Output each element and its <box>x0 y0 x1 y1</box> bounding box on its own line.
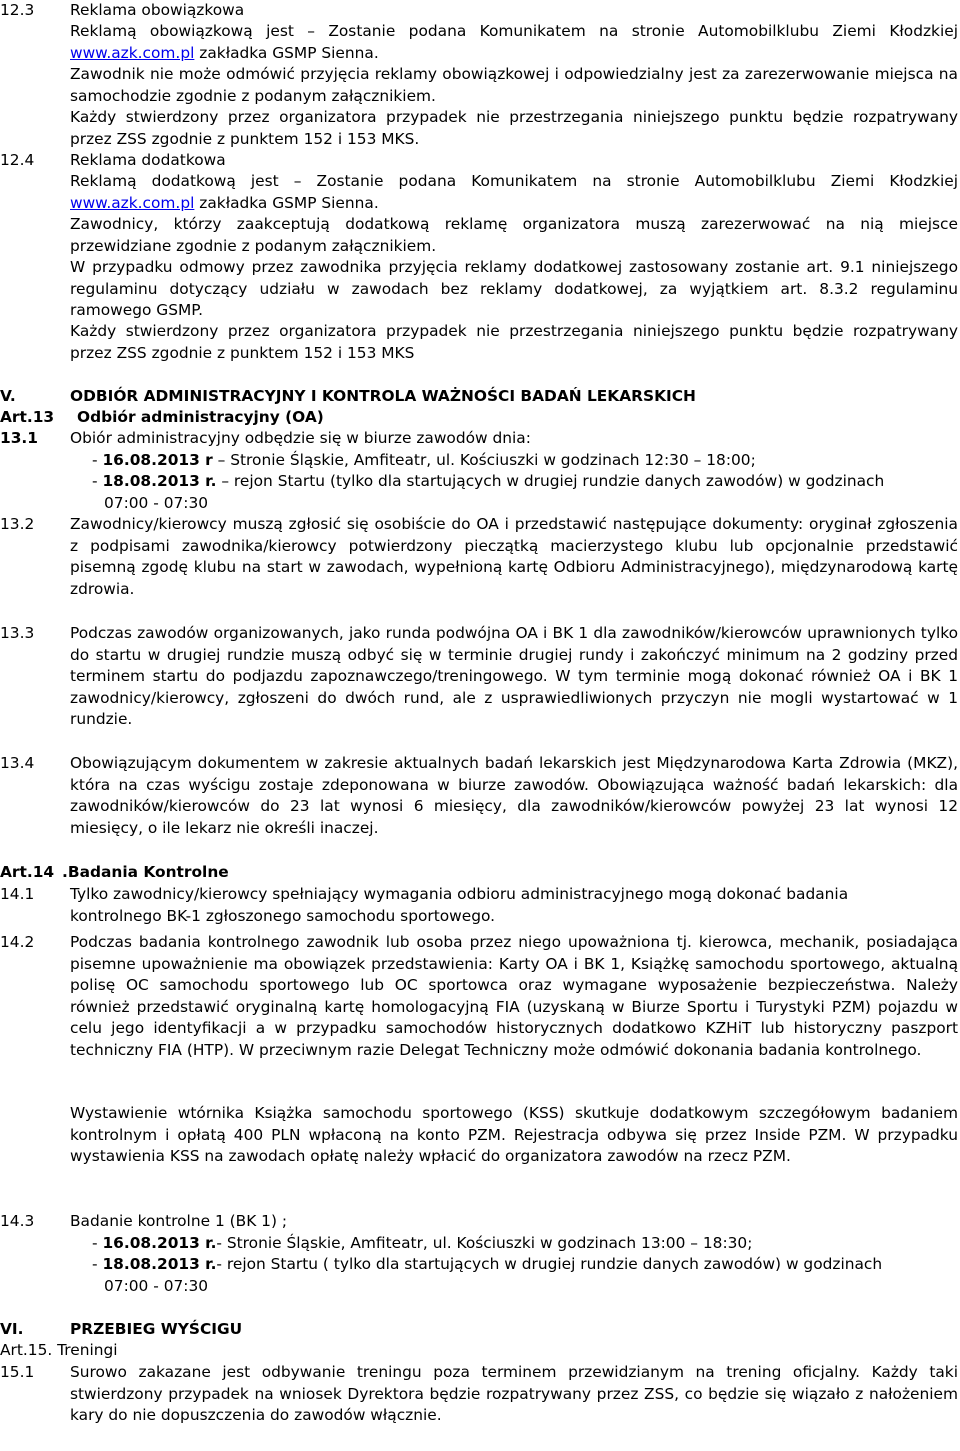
date-text: - rejon Startu ( tylko dla startujących w drugiej rundzie danych zawodów) w godzinach 07:00 - 07:30 <box>104 1255 883 1295</box>
paragraph-text: zakładka GSMP Sienna. <box>194 43 379 62</box>
chapter-title: ODBIÓR ADMINISTRACYJNY I KONTROLA WAŻNOŚCI BADAŃ LEKARSKICH <box>70 387 696 405</box>
paragraph: Badanie kontrolne 1 (BK 1) ; <box>70 1212 288 1230</box>
paragraph-text: Reklamą dodatkową jest – Zostanie podana Komunikatem na stronie Automobilklubu Ziemi Kłodzkiej <box>70 172 958 190</box>
chapter-number: VI. <box>0 1320 24 1338</box>
chapter-title: PRZEBIEG WYŚCIGU <box>70 1320 243 1338</box>
date: 18.08.2013 r. <box>102 472 217 490</box>
paragraph: Surowo zakazane jest odbywanie treningu poza terminem przewidzianym na trening oficjalny. Każdy taki stwierdzony przypadek na wniosek Dyrektora będzie rozpatrywany przez ZSS, co będzie się wiązało z nałożeniem kary do nie dopuszczenia do zawodów włącznie. <box>70 1363 958 1424</box>
date: 18.08.2013 r. <box>102 1255 217 1273</box>
paragraph: Zawodnicy, którzy zaakceptują dodatkową reklamę organizatora muszą zarezerwować na nią miejsce przewidziane zgodnie z podanym załącznikiem. <box>70 215 958 255</box>
date-entry: - 16.08.2013 r.- Stronie Śląskie, Amfiteatr, ul. Kościuszki w godzinach 13:00 – 18:30; <box>92 1234 753 1252</box>
article-heading <box>0 862 229 884</box>
paragraph: Podczas badania kontrolnego zawodnik lub osoba przez niego upoważniona tj. kierowca, mechanik, posiadająca pisemne upoważnienie ma obowiązek przedstawienia: Karty OA i BK 1, Książkę samochodu sportowego, aktualną polisę OC samochodu sportowego lub OC sportowca oraz wymagane wyposażenie bezpieczeństwa. Należy również przedstawić oryginalną kartę homologacyjną FIA (uzyskaną w Biurze Sportu i Turystyki PZM) pojazdu w celu jego identyfikacji a w przypadku samochodów historycznych dodatkowo KZHiT lub historyczny paszport techniczny FIA (HTP). W przeciwnym razie Delegat Techniczny może odmówić dokonania badania kontrolnego. <box>70 933 958 1059</box>
date-entry: - 16.08.2013 r – Stronie Śląskie, Amfiteatr, ul. Kościuszki w godzinach 12:30 – 18:00; <box>92 451 756 469</box>
paragraph: W przypadku odmowy przez zawodnika przyjęcia reklamy dodatkowej zastosowany zostanie art. 9.1 niniejszego regulaminu dotyczący udziału w zawodach bez reklamy dodatkowej, za wyjątkiem art. 8.3.2 regulaminu ramowego GSMP. <box>70 258 958 319</box>
chapter-heading <box>0 386 696 408</box>
section-number: 14.3 <box>0 1212 35 1230</box>
article-title: Art.15. Treningi <box>0 1341 118 1359</box>
paragraph-text: zakładka GSMP Sienna. <box>194 193 379 212</box>
section-title: Reklama obowiązkowa <box>70 1 245 19</box>
paragraph: Wystawienie wtórnika Książka samochodu sportowego (KSS) skutkuje dodatkowym szczegółowym badaniem kontrolnym i opłatą 400 PLN wpłaconą na konto PZM. Rejestracja odbywa się przez Inside PZM. W przypadku wystawienia KSS na zawodach opłatę należy wpłacić do organizatora zawodów na rzecz PZM. <box>70 1104 958 1165</box>
date-text: – rejon Startu (tylko dla startujących w drugiej rundzie danych zawodów) w godzinach 07:00 - 07:30 <box>104 472 885 512</box>
date: 16.08.2013 r <box>102 451 213 469</box>
date-entry: - 18.08.2013 r. – rejon Startu (tylko dla startujących w drugiej rundzie danych zawodów) w godzinach 07:00 - 07:30 <box>92 472 885 512</box>
article-number: Art.14 <box>0 863 55 881</box>
article-number: Art.13 <box>0 408 55 426</box>
date-text: – Stronie Śląskie, Amfiteatr, ul. Kościuszki w godzinach 12:30 – 18:00; <box>212 451 756 469</box>
section-number: 14.1 <box>0 885 35 903</box>
section-number: 13.3 <box>0 624 35 642</box>
paragraph: Zawodnicy/kierowcy muszą zgłosić się osobiście do OA i przedstawić następujące dokumenty: oryginał zgłoszenia z podpisami zawodnika/kierowcy potwierdzony pieczątką macierzystego klubu lub opcjonalnie przedstawić pisemną zgodę klubu na start w zawodach, wypełnioną kartę Odbioru Administracyjnego), międzynarodową kartę zdrowia. <box>70 515 958 598</box>
section-number: 13.2 <box>0 515 35 533</box>
article-heading <box>0 407 324 429</box>
paragraph: Każdy stwierdzony przez organizatora przypadek nie przestrzegania niniejszego punktu będzie rozpatrywany przez ZSS zgodnie z punktem 152 i 153 MKS. <box>70 108 958 148</box>
date: 16.08.2013 r. <box>102 1234 217 1252</box>
paragraph: Obowiązującym dokumentem w zakresie aktualnych badań lekarskich jest Międzynarodowa Karta Zdrowia (MKZ), która na czas wyścigu zostaje zdeponowana w biurze zawodów. Obowiązująca ważność badań lekarskich: dla zawodników/kierowców do 23 lat wynosi 6 miesięcy, dla zawodników/kierowców powyżej 23 lat wynosi 12 miesięcy, o ile lekarz nie określi inaczej. <box>70 754 958 837</box>
section-number: 14.2 <box>0 933 35 951</box>
section-number: 12.3 <box>0 1 35 19</box>
paragraph <box>70 171 958 214</box>
paragraph <box>70 21 958 64</box>
chapter-heading <box>0 1319 243 1341</box>
azk-link[interactable]: www.azk.com.pl <box>70 193 195 212</box>
paragraph: Obiór administracyjny odbędzie się w biurze zawodów dnia: <box>70 429 531 447</box>
article-title: .Badania Kontrolne <box>62 863 229 881</box>
paragraph: Tylko zawodnicy/kierowcy spełniający wymagania odbioru administracyjnego mogą dokonać badania kontrolnego BK-1 zgłoszonego samochodu sportowego. <box>70 885 849 925</box>
section-number: 12.4 <box>0 151 35 169</box>
chapter-number: V. <box>0 387 16 405</box>
paragraph: Podczas zawodów organizowanych, jako runda podwójna OA i BK 1 dla zawodników/kierowców uprawnionych tylko do startu w drugiej rundzie muszą odbyć się w terminie drugiej rundy i zakończyć minimum na 2 godziny przed terminem startu do podjazdu zapoznawczego/treningowego. W tym terminie mogą dokonać również OA i BK 1 zawodnicy/kierowcy, zgłoszeni do dwóch rund, ale z usprawiedliwionych przyczyn nie mogli wystartować w 1 rundzie. <box>70 624 958 728</box>
date-entry: - 18.08.2013 r.- rejon Startu ( tylko dla startujących w drugiej rundzie danych zawodów) w godzinach 07:00 - 07:30 <box>92 1255 883 1295</box>
article-title: Odbiór administracyjny (OA) <box>77 408 324 426</box>
section-number: 15.1 <box>0 1363 35 1381</box>
paragraph: Zawodnik nie może odmówić przyjęcia reklamy obowiązkowej i odpowiedzialny jest za zarezerwowanie miejsca na samochodzie zgodnie z podanym załącznikiem. <box>70 65 958 105</box>
section-number: 13.4 <box>0 754 35 772</box>
paragraph: Każdy stwierdzony przez organizatora przypadek nie przestrzegania niniejszego punktu będzie rozpatrywany przez ZSS zgodnie z punktem 152 i 153 MKS <box>70 322 958 362</box>
paragraph-text: Reklamą obowiązkową jest – Zostanie podana Komunikatem na stronie Automobilklubu Ziemi Kłodzkiej <box>70 22 958 40</box>
date-text: - Stronie Śląskie, Amfiteatr, ul. Kościuszki w godzinach 13:00 – 18:30; <box>216 1234 753 1252</box>
section-number: 13.1 <box>0 429 38 447</box>
azk-link[interactable]: www.azk.com.pl <box>70 43 195 62</box>
section-title: Reklama dodatkowa <box>70 151 226 169</box>
